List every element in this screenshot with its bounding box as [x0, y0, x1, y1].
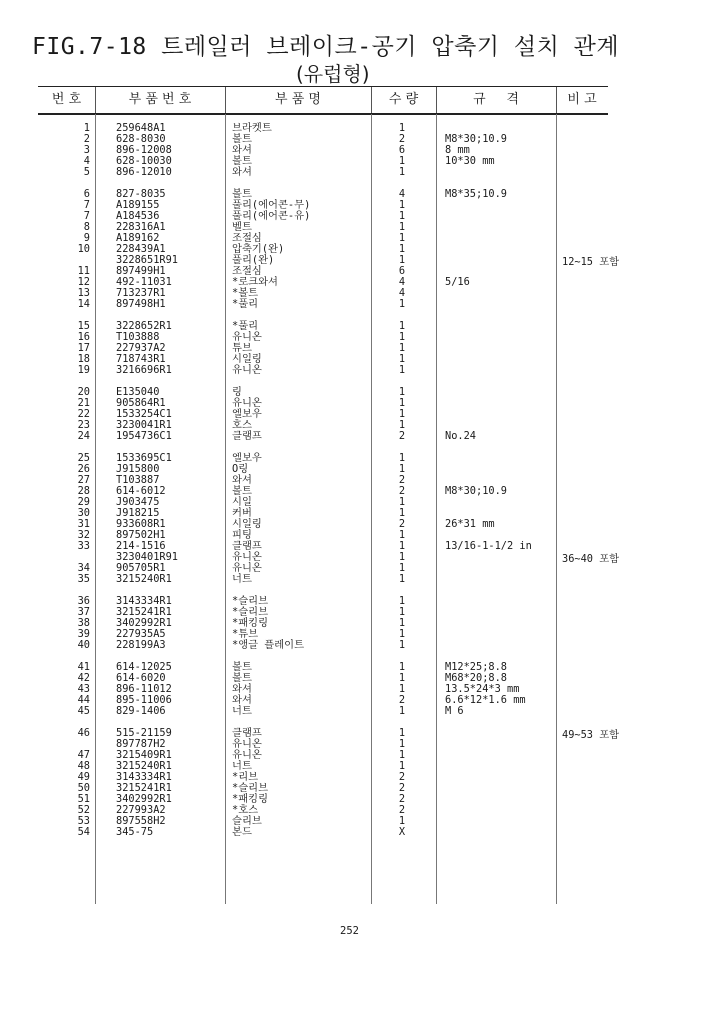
table-row-part-name: *로크와셔: [232, 276, 278, 288]
table-row-part-name: 너트: [232, 705, 252, 717]
table-row-part-number: 897498H1: [116, 298, 166, 310]
table-row-item-number: 44: [77, 694, 90, 706]
table-row-part-number: 3228652R1: [116, 320, 172, 332]
table-row-part-number: 3215241R1: [116, 606, 172, 618]
table-row-part-name: *슬리브: [232, 606, 269, 618]
table-row-part-name: 풀리(완): [232, 254, 275, 266]
table-row-spec: M8*30;10.9: [445, 485, 507, 497]
table-row-quantity: 1: [398, 331, 406, 343]
table-row-spec: 13.5*24*3 mm: [445, 683, 520, 695]
table-row-item-number: 34: [77, 562, 90, 574]
table-header: [38, 86, 608, 115]
table-row-part-number: 829-1406: [116, 705, 166, 717]
table-row-part-number: 3215409R1: [116, 749, 172, 761]
table-row-item-number: 49: [77, 771, 90, 783]
table-row-quantity: 1: [398, 320, 406, 332]
table-row-part-name: 엘보우: [232, 452, 262, 464]
table-row-part-name: 유니온: [232, 738, 262, 750]
table-row-part-number: 713237R1: [116, 287, 166, 299]
table-row-part-number: 227935A5: [116, 628, 166, 640]
table-row-item-number: 9: [83, 232, 90, 244]
table-row-item-number: 7: [83, 199, 90, 211]
table-row-part-number: 492-11031: [116, 276, 172, 288]
table-row-item-number: 38: [77, 617, 90, 629]
table-row-quantity: 1: [398, 232, 406, 244]
column-divider: [95, 114, 96, 904]
table-row-part-number: 3230401R91: [116, 551, 178, 563]
table-row-quantity: 1: [398, 254, 406, 266]
table-row-part-number: T103887: [116, 474, 160, 486]
column-divider: [371, 114, 372, 904]
table-row-quantity: 1: [398, 397, 406, 409]
table-row-quantity: 6: [398, 144, 406, 156]
table-row-quantity: 1: [398, 243, 406, 255]
table-row-part-name: 볼트: [232, 661, 252, 673]
table-row-quantity: 1: [398, 155, 406, 167]
table-row-quantity: 1: [398, 496, 406, 508]
table-row-quantity: 1: [398, 122, 406, 134]
table-row-part-number: 628-8030: [116, 133, 166, 145]
table-row-part-name: 풀리(에어콘-유): [232, 210, 311, 222]
table-row-part-name: *풀리: [232, 298, 259, 310]
table-row-part-name: 와셔: [232, 144, 252, 156]
table-row-part-number: 3215240R1: [116, 760, 172, 772]
table-row-part-number: 895-11006: [116, 694, 172, 706]
remark-note: 49~53 포함: [562, 729, 620, 741]
table-row-item-number: 36: [77, 595, 90, 607]
table-row-item-number: 7: [83, 210, 90, 222]
table-row-spec: 8 mm: [445, 144, 470, 156]
table-row-part-number: 897787H2: [116, 738, 166, 750]
table-row-part-name: 피팅: [232, 529, 252, 541]
table-row-quantity: 1: [398, 540, 406, 552]
table-row-spec: 13/16-1-1/2 in: [445, 540, 532, 552]
table-row-quantity: 1: [398, 628, 406, 640]
table-row-item-number: 14: [77, 298, 90, 310]
table-row-part-name: 클램프: [232, 540, 262, 552]
table-row-part-number: 3230041R1: [116, 419, 172, 431]
table-row-quantity: 1: [398, 529, 406, 541]
table-row-part-name: 볼트: [232, 155, 252, 167]
table-row-item-number: 19: [77, 364, 90, 376]
table-row-part-number: 933608R1: [116, 518, 166, 530]
table-row-part-number: 228439A1: [116, 243, 166, 255]
table-row-item-number: 15: [77, 320, 90, 332]
table-row-spec: 5/16: [445, 276, 470, 288]
table-row-part-number: 1533695C1: [116, 452, 172, 464]
table-row-spec: M8*30;10.9: [445, 133, 507, 145]
table-row-item-number: 28: [77, 485, 90, 497]
column-divider: [436, 114, 437, 904]
table-row-part-number: 3402992R1: [116, 793, 172, 805]
table-row-item-number: 51: [77, 793, 90, 805]
table-row-quantity: 1: [398, 672, 406, 684]
table-row-quantity: 1: [398, 738, 406, 750]
table-row-part-name: 조절심: [232, 232, 262, 244]
table-row-part-name: 볼트: [232, 188, 252, 200]
table-row-part-number: 905864R1: [116, 397, 166, 409]
table-row-part-number: 897502H1: [116, 529, 166, 541]
table-row-quantity: 1: [398, 353, 406, 365]
table-row-item-number: 10: [77, 243, 90, 255]
table-row-part-number: 614-6020: [116, 672, 166, 684]
table-row-item-number: 39: [77, 628, 90, 640]
table-row-part-number: 3228651R91: [116, 254, 178, 266]
table-row-part-number: A189155: [116, 199, 160, 211]
table-row-quantity: 2: [398, 133, 406, 145]
table-row-item-number: 22: [77, 408, 90, 420]
table-row-item-number: 1: [83, 122, 90, 134]
table-row-part-number: A184536: [116, 210, 160, 222]
table-row-part-name: 벨트: [232, 221, 252, 233]
table-row-item-number: 18: [77, 353, 90, 365]
header-remarks: 비 고: [567, 92, 597, 107]
table-row-part-number: 3215240R1: [116, 573, 172, 585]
table-row-item-number: 41: [77, 661, 90, 673]
table-row-spec: 10*30 mm: [445, 155, 495, 167]
table-row-part-number: 827-8035: [116, 188, 166, 200]
table-row-item-number: 47: [77, 749, 90, 761]
column-divider: [225, 114, 226, 904]
table-row-part-number: 718743R1: [116, 353, 166, 365]
table-row-quantity: 1: [398, 749, 406, 761]
table-row-item-number: 4: [83, 155, 90, 167]
table-row-quantity: 1: [398, 760, 406, 772]
table-row-part-name: 유니온: [232, 551, 262, 563]
table-row-part-name: *리브: [232, 771, 259, 783]
table-row-item-number: 11: [77, 265, 90, 277]
table-row-part-number: E135040: [116, 386, 160, 398]
table-row-part-number: 614-12025: [116, 661, 172, 673]
table-row-part-number: 1954736C1: [116, 430, 172, 442]
column-divider: [556, 114, 557, 904]
table-row-quantity: 1: [398, 595, 406, 607]
header-spec: 규 격: [436, 87, 557, 113]
table-row-part-number: 214-1516: [116, 540, 166, 552]
table-row-item-number: 40: [77, 639, 90, 651]
table-row-item-number: 17: [77, 342, 90, 354]
table-row-part-name: 브라켓트: [232, 122, 272, 134]
table-row-item-number: 24: [77, 430, 90, 442]
table-row-part-name: 엘보우: [232, 408, 262, 420]
table-row-part-name: O링: [232, 463, 249, 475]
table-row-part-number: 896-12010: [116, 166, 172, 178]
table-row-item-number: 16: [77, 331, 90, 343]
table-row-item-number: 8: [83, 221, 90, 233]
table-row-quantity: X: [398, 826, 406, 838]
table-row-part-name: 유니온: [232, 331, 262, 343]
table-row-part-number: 614-6012: [116, 485, 166, 497]
table-row-part-number: 897499H1: [116, 265, 166, 277]
table-row-part-name: 유니온: [232, 397, 262, 409]
table-row-part-name: 와셔: [232, 683, 252, 695]
table-row-part-name: 와셔: [232, 474, 252, 486]
table-row-item-number: 53: [77, 815, 90, 827]
table-row-quantity: 1: [398, 573, 406, 585]
table-row-part-name: 슬리브: [232, 815, 262, 827]
table-row-item-number: 2: [83, 133, 90, 145]
table-row-part-name: 유니온: [232, 749, 262, 761]
remark-note: 12~15 포함: [562, 256, 620, 268]
table-row-item-number: 54: [77, 826, 90, 838]
table-row-quantity: 6: [398, 265, 406, 277]
table-row-spec: M 6: [445, 705, 464, 717]
table-row-part-name: 호스: [232, 419, 252, 431]
table-row-item-number: 5: [83, 166, 90, 178]
table-row-part-name: 튜브: [232, 342, 252, 354]
table-row-spec: 6.6*12*1.6 mm: [445, 694, 526, 706]
table-row-part-name: *볼트: [232, 287, 259, 299]
table-row-part-number: 228199A3: [116, 639, 166, 651]
table-row-part-number: 227937A2: [116, 342, 166, 354]
table-row-quantity: 1: [398, 210, 406, 222]
table-row-part-number: 515-21159: [116, 727, 172, 739]
table-row-item-number: 52: [77, 804, 90, 816]
table-row-part-number: 3143334R1: [116, 771, 172, 783]
table-row-quantity: 2: [398, 474, 406, 486]
table-row-item-number: 45: [77, 705, 90, 717]
table-row-part-name: 유니온: [232, 562, 262, 574]
table-row-part-name: 시일: [232, 496, 252, 508]
table-row-quantity: 1: [398, 507, 406, 519]
table-row-part-number: 345-75: [116, 826, 154, 838]
table-row-part-name: 커버: [232, 507, 252, 519]
table-row-part-number: 897558H2: [116, 815, 166, 827]
table-row-quantity: 1: [398, 419, 406, 431]
table-row-part-number: J918215: [116, 507, 160, 519]
table-row-item-number: 30: [77, 507, 90, 519]
table-row-item-number: 46: [77, 727, 90, 739]
table-row-quantity: 2: [398, 804, 406, 816]
table-row-part-name: 볼트: [232, 672, 252, 684]
table-row-part-name: *앵글 플레이트: [232, 639, 305, 651]
table-row-item-number: 21: [77, 397, 90, 409]
table-row-part-name: 와셔: [232, 166, 252, 178]
table-row-part-number: 259648A1: [116, 122, 166, 134]
table-row-part-number: 3143334R1: [116, 595, 172, 607]
table-row-part-name: 너트: [232, 760, 252, 772]
table-row-part-number: 228316A1: [116, 221, 166, 233]
table-row-quantity: 1: [398, 705, 406, 717]
header-part-number: 부 품 번 호: [95, 87, 226, 113]
table-row-quantity: 2: [398, 518, 406, 530]
table-row-quantity: 1: [398, 408, 406, 420]
table-row-part-name: *튜브: [232, 628, 259, 640]
table-row-quantity: 2: [398, 793, 406, 805]
table-row-part-number: 905705R1: [116, 562, 166, 574]
table-row-quantity: 2: [398, 694, 406, 706]
header-no: 번 호: [38, 87, 96, 113]
table-row-spec: 26*31 mm: [445, 518, 495, 530]
table-row-part-name: 볼트: [232, 133, 252, 145]
table-row-part-name: *패킹링: [232, 793, 269, 805]
table-row-part-name: 시일링: [232, 518, 262, 530]
table-row-part-name: 압축기(완): [232, 243, 285, 255]
table-row-item-number: 3: [83, 144, 90, 156]
table-row-part-number: 1533254C1: [116, 408, 172, 420]
table-row-part-name: 본드: [232, 826, 252, 838]
table-row-quantity: 1: [398, 617, 406, 629]
table-row-quantity: 1: [398, 727, 406, 739]
table-row-part-name: *호스: [232, 804, 259, 816]
table-row-part-number: T103888: [116, 331, 160, 343]
table-row-part-name: 링: [232, 386, 242, 398]
table-row-item-number: 27: [77, 474, 90, 486]
table-row-part-number: 227993A2: [116, 804, 166, 816]
table-row-item-number: 23: [77, 419, 90, 431]
table-row-part-name: *풀리: [232, 320, 259, 332]
table-row-quantity: 1: [398, 551, 406, 563]
table-row-part-name: 와셔: [232, 694, 252, 706]
table-row-part-number: J903475: [116, 496, 160, 508]
table-row-part-number: 628-10030: [116, 155, 172, 167]
table-row-part-name: 클램프: [232, 727, 262, 739]
table-row-part-name: *슬리브: [232, 782, 269, 794]
table-row-spec: No.24: [445, 430, 476, 442]
header-part-name: 부 품 명: [225, 87, 372, 113]
table-row-part-number: 3215241R1: [116, 782, 172, 794]
table-row-part-name: 조절심: [232, 265, 262, 277]
table-row-quantity: 1: [398, 463, 406, 475]
table-row-part-number: A189162: [116, 232, 160, 244]
table-row-quantity: 1: [398, 562, 406, 574]
table-row-part-number: 896-11012: [116, 683, 172, 695]
table-row-quantity: 2: [398, 782, 406, 794]
table-row-item-number: 50: [77, 782, 90, 794]
table-row-item-number: 48: [77, 760, 90, 772]
table-row-item-number: 32: [77, 529, 90, 541]
table-row-item-number: 43: [77, 683, 90, 695]
table-row-item-number: 29: [77, 496, 90, 508]
table-row-item-number: 35: [77, 573, 90, 585]
table-row-quantity: 1: [398, 639, 406, 651]
figure-subtitle: (유럽형): [296, 62, 370, 86]
table-row-quantity: 4: [398, 276, 406, 288]
figure-title: FIG.7-18 트레일러 브레이크-공기 압축기 설치 관계: [32, 34, 620, 60]
header-quantity: 수 량: [371, 87, 437, 113]
table-row-part-number: 3216696R1: [116, 364, 172, 376]
table-row-spec: M12*25;8.8: [445, 661, 507, 673]
table-row-quantity: 1: [398, 452, 406, 464]
table-row-item-number: 12: [77, 276, 90, 288]
table-row-item-number: 13: [77, 287, 90, 299]
table-row-part-name: 너트: [232, 573, 252, 585]
table-row-part-number: J915800: [116, 463, 160, 475]
table-row-quantity: 1: [398, 606, 406, 618]
table-row-item-number: 31: [77, 518, 90, 530]
table-row-item-number: 25: [77, 452, 90, 464]
table-row-part-number: 896-12008: [116, 144, 172, 156]
table-row-part-name: *패킹링: [232, 617, 269, 629]
table-row-item-number: 42: [77, 672, 90, 684]
table-row-part-name: *슬리브: [232, 595, 269, 607]
page-number: 252: [340, 925, 359, 937]
table-row-quantity: 2: [398, 485, 406, 497]
table-row-part-name: 클램프: [232, 430, 262, 442]
table-row-part-number: 3402992R1: [116, 617, 172, 629]
table-row-quantity: 1: [398, 661, 406, 673]
table-row-quantity: 1: [398, 683, 406, 695]
table-row-part-name: 풀리(에어콘-무): [232, 199, 311, 211]
table-row-quantity: 4: [398, 287, 406, 299]
table-row-quantity: 1: [398, 199, 406, 211]
table-row-quantity: 1: [398, 166, 406, 178]
table-row-quantity: 1: [398, 298, 406, 310]
table-row-quantity: 1: [398, 221, 406, 233]
table-row-part-name: 시일링: [232, 353, 262, 365]
table-row-item-number: 26: [77, 463, 90, 475]
table-row-part-name: 유니온: [232, 364, 262, 376]
table-row-item-number: 37: [77, 606, 90, 618]
table-row-quantity: 4: [398, 188, 406, 200]
table-row-item-number: 20: [77, 386, 90, 398]
table-row-item-number: 6: [83, 188, 90, 200]
table-row-quantity: 2: [398, 430, 406, 442]
table-row-quantity: 1: [398, 342, 406, 354]
table-row-item-number: 33: [77, 540, 90, 552]
table-row-part-name: 볼트: [232, 485, 252, 497]
remark-note: 36~40 포함: [562, 553, 620, 565]
table-row-quantity: 2: [398, 771, 406, 783]
table-row-spec: M68*20;8.8: [445, 672, 507, 684]
table-row-spec: M8*35;10.9: [445, 188, 507, 200]
table-row-quantity: 1: [398, 364, 406, 376]
table-row-quantity: 1: [398, 815, 406, 827]
table-row-quantity: 1: [398, 386, 406, 398]
